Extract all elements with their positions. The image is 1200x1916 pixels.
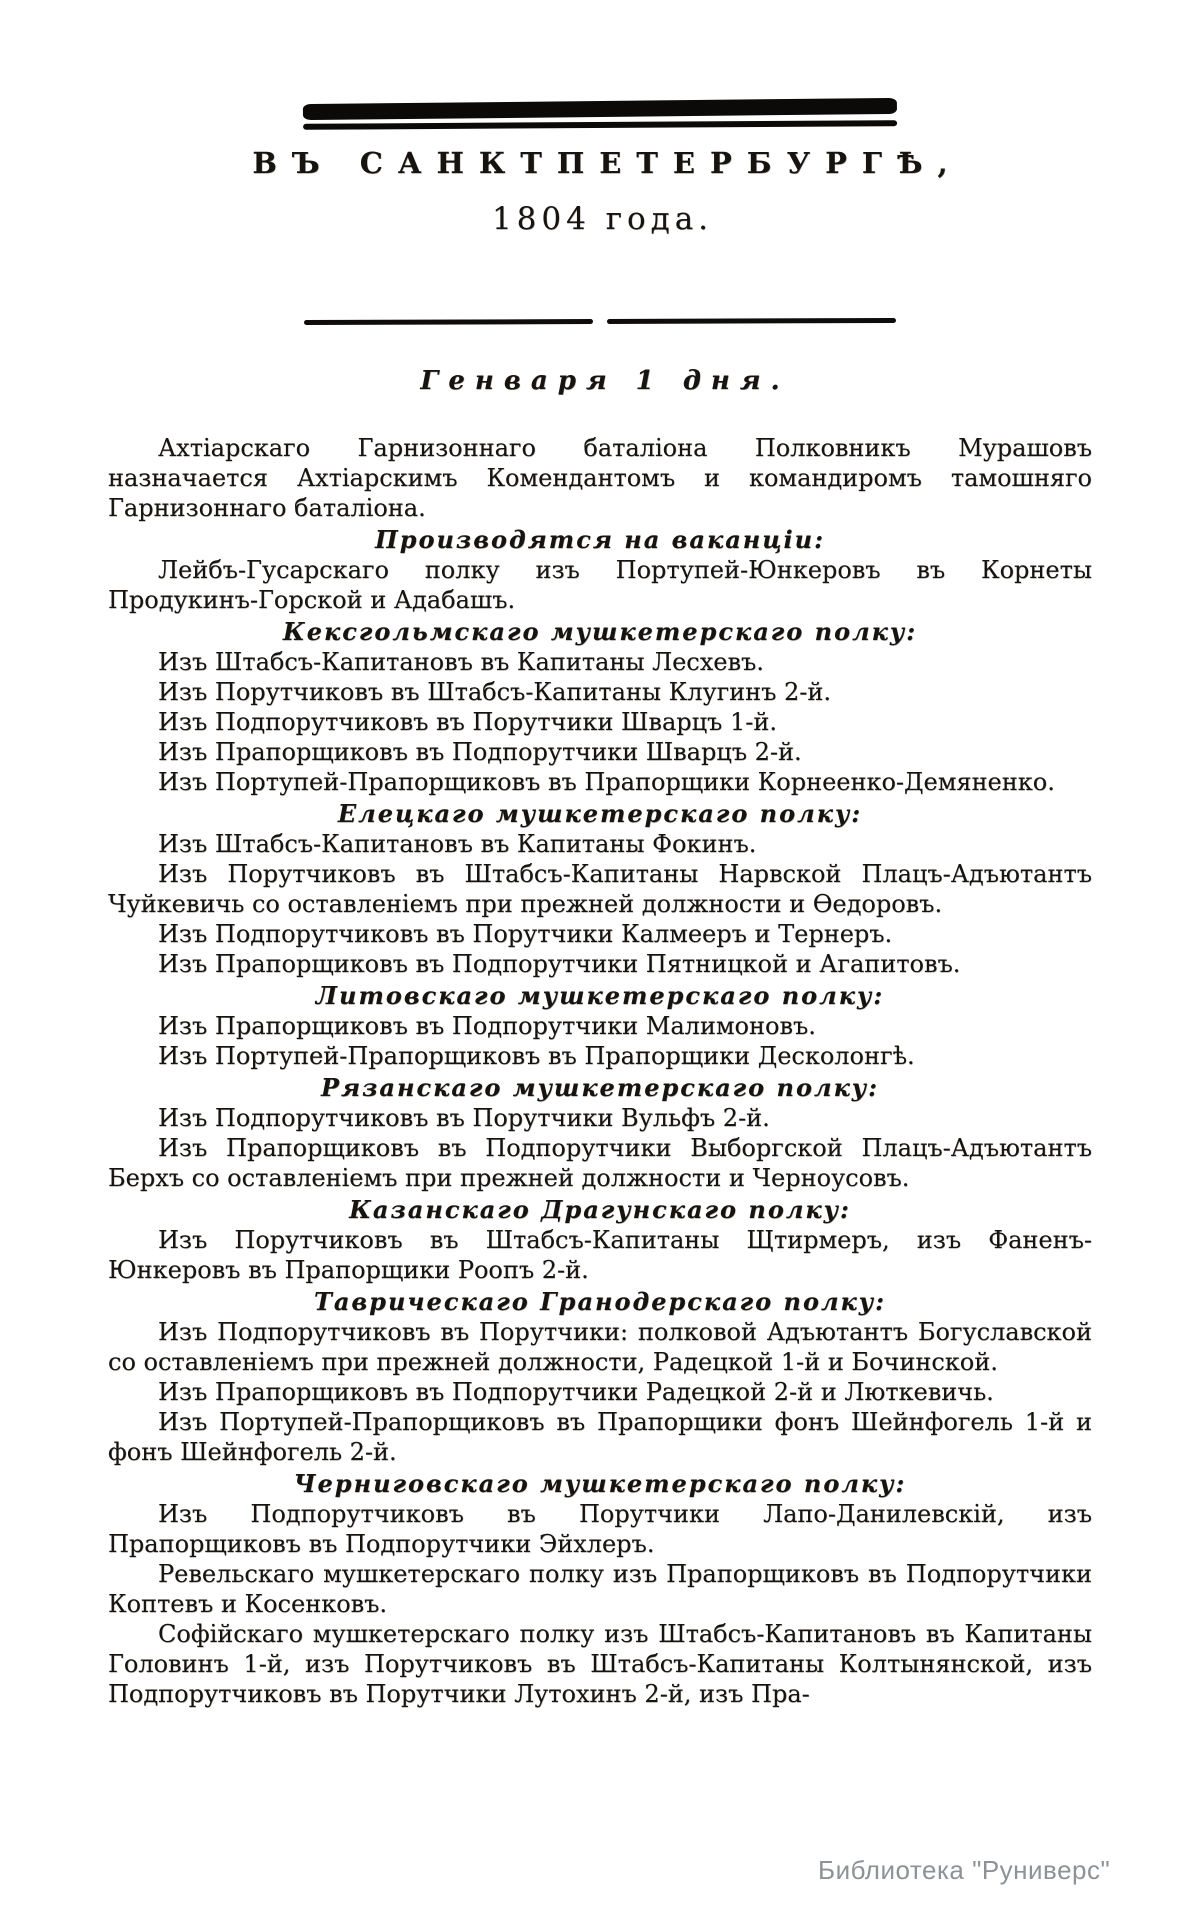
section-heading: Таврическаго Гранодерскаго полку: — [314, 1287, 886, 1316]
ornamental-rule-top — [303, 98, 897, 131]
rule-segment-left — [304, 319, 593, 325]
paragraph: Изъ Прапорщиковъ въ Подпорутчики Выборгской Плацъ-Адъютантъ Берхъ со оставленіемъ при прежней должности и Черноусовъ. — [108, 1134, 1092, 1192]
rule-bar-thick — [303, 98, 897, 120]
section-heading: Производятся на ваканціи: — [375, 525, 825, 554]
section-heading: Литовскаго мушкетерскаго полку: — [315, 981, 885, 1010]
paragraph: Изъ Подпорутчиковъ въ Порутчики Шварцъ 1-й. — [158, 708, 777, 736]
paragraph: Изъ Подпорутчиковъ въ Порутчики Вульфъ 2-й. — [158, 1104, 770, 1132]
place-title: ВЪ САНКТПЕТЕРБУРГѢ, — [252, 146, 963, 180]
paragraph: Изъ Порутчиковъ въ Штабсъ-Капитаны Нарвской Плацъ-Адъютантъ Чуйкевичь со оставленіемъ при прежней должности и Ѳедоровъ. — [108, 860, 1092, 918]
section-heading: Казанскаго Драгунскаго полку: — [349, 1195, 851, 1224]
paragraph: Изъ Прапорщиковъ въ Подпорутчики Шварцъ 2-й. — [158, 738, 802, 766]
paragraph: Софійскаго мушкетерскаго полку изъ Штабсъ-Капитановъ въ Капитаны Головинъ 1-й, изъ Порутчиковъ въ Штабсъ-Капитаны Колтынянской, изъ Подпорутчиковъ въ Порутчики Лутохинъ 2-й, изъ Пра- — [108, 1620, 1092, 1708]
section-heading: Елецкаго мушкетерскаго полку: — [337, 799, 863, 828]
paragraph: Изъ Прапорщиковъ въ Подпорутчики Пятницкой и Агапитовъ. — [158, 950, 961, 978]
rule-segment-right — [607, 318, 896, 324]
section-heading: Кексгольмскаго мушкетерскаго полку: — [282, 617, 918, 646]
library-watermark: Библиотека "Руниверс" — [818, 1855, 1111, 1885]
paragraph: Изъ Подпорутчиковъ въ Порутчики Лапо-Данилевскій, изъ Прапорщиковъ въ Подпорутчики Эйхлеръ. — [108, 1500, 1092, 1558]
paragraph: Ревельскаго мушкетерскаго полку изъ Прапорщиковъ въ Подпорутчики Коптевъ и Косенковъ. — [108, 1560, 1092, 1618]
paragraph: Изъ Порутчиковъ въ Штабсъ-Капитаны Клугинъ 2-й. — [158, 678, 832, 706]
paragraph: Изъ Штабсъ-Капитановъ въ Капитаны Фокинъ. — [158, 830, 757, 858]
paragraph: Ахтіарскаго Гарнизоннаго баталіона Полковникъ Мурашовъ назначается Ахтіарскимъ Комендантомъ и командиромъ тамошняго Гарнизоннаго баталіона. — [108, 434, 1092, 522]
paragraph: Изъ Прапорщиковъ въ Подпорутчики Малимоновъ. — [158, 1012, 816, 1040]
paragraph: Изъ Порутчиковъ въ Штабсъ-Капитаны Щтирмеръ, изъ Фаненъ-Юнкеровъ въ Прапорщики Роопъ 2-й. — [108, 1226, 1092, 1284]
rule-bar-thin — [303, 120, 897, 130]
date-heading: Генваря 1 дня. — [420, 366, 790, 396]
paragraph: Лейбъ-Гусарскаго полку изъ Портупей-Юнкеровъ въ Корнеты Продукинъ-Горской и Адабашъ. — [108, 556, 1092, 614]
paragraph: Изъ Подпорутчиковъ въ Порутчики Калмееръ и Тернеръ. — [158, 920, 893, 948]
document-body — [108, 433, 1092, 1709]
paragraph: Изъ Прапорщиковъ въ Подпорутчики Радецкой 2-й и Люткевичь. — [158, 1378, 994, 1406]
paragraph: Изъ Подпорутчиковъ въ Порутчики: полковой Адъютантъ Богуславской со оставленіемъ при прежней должности, Радецкой 1-й и Бочинской. — [108, 1318, 1092, 1376]
paragraph: Изъ Портупей-Прапорщиковъ въ Прапорщики фонъ Шейнфогель 1-й и фонъ Шейнфогель 2-й. — [108, 1408, 1092, 1466]
paragraph: Изъ Штабсъ-Капитановъ въ Капитаны Лесхевъ. — [158, 648, 764, 676]
year-title: 1804 года. — [491, 201, 714, 237]
section-heading: Рязанскаго мушкетерскаго полку: — [320, 1073, 880, 1102]
paragraph: Изъ Портупей-Прапорщиковъ въ Прапорщики Десколонгѣ. — [158, 1042, 915, 1070]
section-heading: Черниговскаго мушкетерскаго полку: — [293, 1469, 907, 1498]
paragraph: Изъ Портупей-Прапорщиковъ въ Прапорщики Корнеенко-Демяненко. — [158, 768, 1055, 796]
ornamental-rule-middle — [304, 318, 896, 325]
